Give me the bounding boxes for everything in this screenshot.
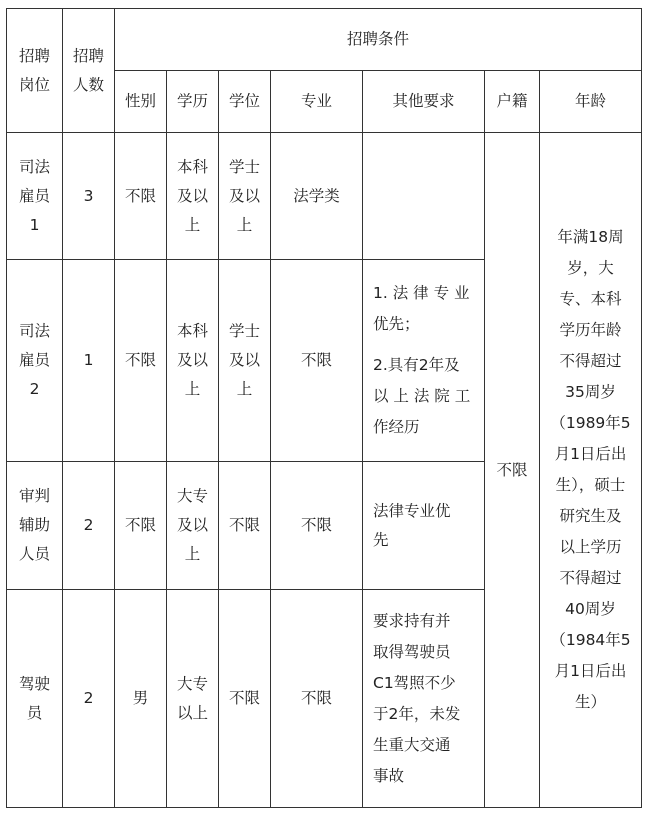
recruitment-table: [6, 8, 642, 808]
cell-major: 法学类: [271, 133, 363, 260]
cell-gender: 不限: [115, 133, 167, 260]
cell-education: 本科 及以 上: [167, 133, 219, 260]
cell-other: 要求持有并 取得驾驶员 C1驾照不少 于2年，未发 生重大交通 事故: [363, 590, 485, 808]
header-major: 专业: [271, 71, 363, 133]
cell-gender: 男: [115, 590, 167, 808]
other-requirement-2: 2.具有2年及 以 上 法 院 工 作经历: [373, 356, 471, 436]
header-post: 招聘 岗位: [7, 9, 63, 133]
header-gender: 性别: [115, 71, 167, 133]
header-conditions: 招聘条件: [115, 9, 642, 71]
recruitment-table-container: [6, 8, 642, 808]
header-other: 其他要求: [363, 71, 485, 133]
cell-major: 不限: [271, 590, 363, 808]
cell-education: 本科 及以 上: [167, 260, 219, 462]
cell-count: 2: [63, 462, 115, 590]
cell-count: 2: [63, 590, 115, 808]
cell-count: 1: [63, 260, 115, 462]
cell-degree: 不限: [219, 590, 271, 808]
cell-other: [363, 133, 485, 260]
cell-gender: 不限: [115, 462, 167, 590]
header-hukou: 户籍: [485, 71, 540, 133]
header-row-1: [7, 9, 642, 71]
cell-major: 不限: [271, 462, 363, 590]
header-education: 学历: [167, 71, 219, 133]
cell-degree: 学士 及以 上: [219, 133, 271, 260]
other-requirement-1: 1. 法 律 专 业 优先；: [373, 284, 470, 333]
cell-education: 大专 及以 上: [167, 462, 219, 590]
cell-other: [363, 260, 485, 462]
table-row: [7, 133, 642, 260]
cell-count: 3: [63, 133, 115, 260]
cell-other: 法律专业优 先: [363, 462, 485, 590]
cell-hukou: 不限: [485, 133, 540, 808]
cell-post: 驾驶 员: [7, 590, 63, 808]
cell-gender: 不限: [115, 260, 167, 462]
header-age: 年龄: [540, 71, 642, 133]
header-degree: 学位: [219, 71, 271, 133]
cell-education: 大专 以上: [167, 590, 219, 808]
header-count: 招聘 人数: [63, 9, 115, 133]
cell-major: 不限: [271, 260, 363, 462]
cell-degree: 不限: [219, 462, 271, 590]
cell-post: 司法 雇员 2: [7, 260, 63, 462]
cell-age: 年满18周 岁，大 专、本科 学历年龄 不得超过 35周岁 （1989年5 月1日后出 生），硕士 研究生及 以上学历 不得超过 40周岁 （1984年5 月1日后出 生）: [540, 133, 642, 808]
cell-degree: 学士 及以 上: [219, 260, 271, 462]
cell-post: 审判 辅助 人员: [7, 462, 63, 590]
cell-post: 司法 雇员 1: [7, 133, 63, 260]
